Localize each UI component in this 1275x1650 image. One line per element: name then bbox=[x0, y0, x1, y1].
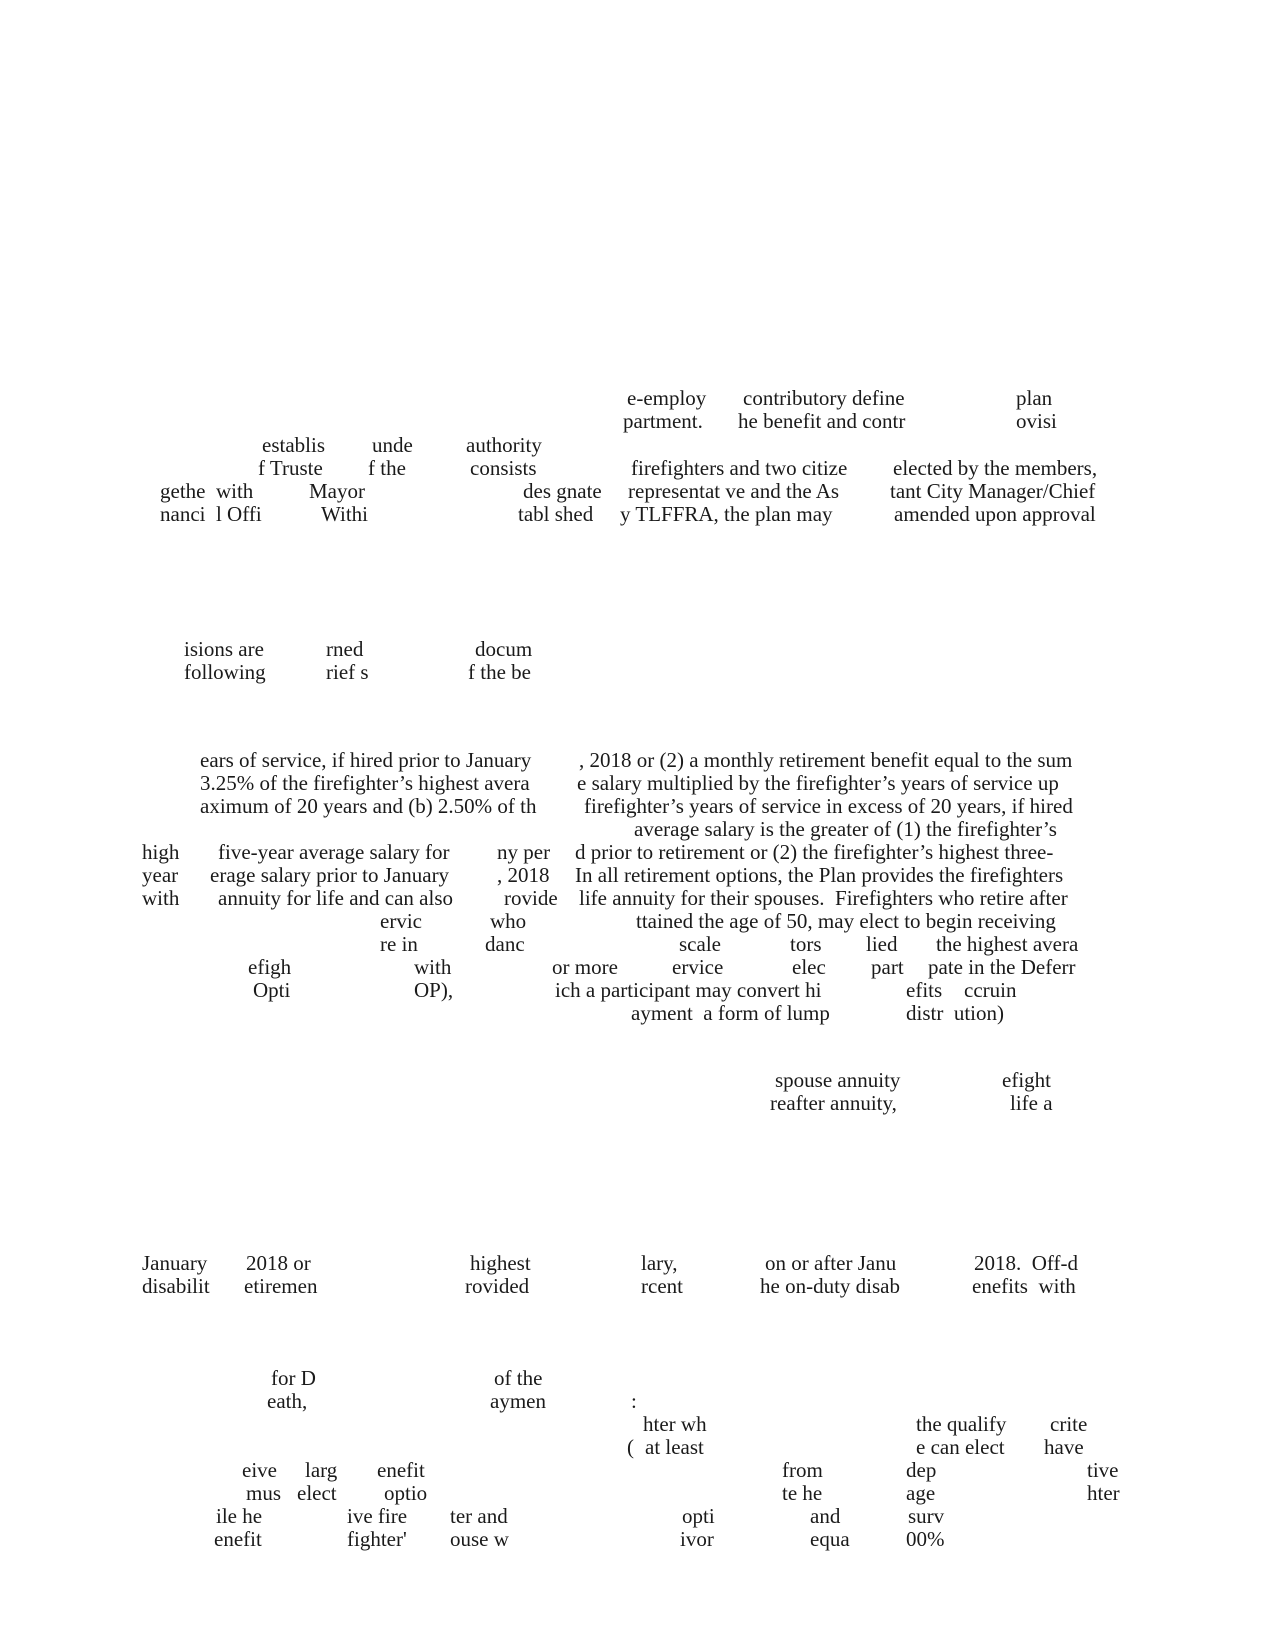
text-fragment: elected by the members, bbox=[893, 456, 1098, 480]
text-fragment: tors bbox=[790, 932, 822, 956]
text-fragment: January bbox=[142, 1251, 208, 1275]
text-fragment: highest bbox=[470, 1251, 531, 1275]
text-fragment: or more bbox=[552, 955, 618, 979]
text-fragment: ny per bbox=[497, 840, 551, 864]
text-fragment: high bbox=[142, 840, 180, 864]
text-fragment: annuity for life and can also bbox=[218, 886, 453, 910]
text-fragment: the highest avera bbox=[936, 932, 1079, 956]
text-fragment: partment. bbox=[623, 409, 703, 433]
text-fragment: optio bbox=[384, 1481, 428, 1505]
text-fragment: of the bbox=[494, 1366, 543, 1390]
text-fragment: f Truste bbox=[258, 456, 323, 480]
text-fragment: average salary is the greater of (1) the firefighter’s bbox=[634, 817, 1057, 841]
text-fragment: and bbox=[810, 1504, 841, 1528]
text-fragment: larg bbox=[305, 1458, 338, 1482]
text-fragment: y TLFFRA, the plan may bbox=[620, 502, 833, 526]
text-fragment: efight bbox=[1002, 1068, 1051, 1092]
text-fragment: he benefit and contr bbox=[738, 409, 906, 433]
text-fragment: ttained the age of 50, may elect to begin receiving bbox=[636, 909, 1056, 933]
text-fragment: 2018 or bbox=[246, 1251, 311, 1275]
text-fragment: ayment a form of lump bbox=[631, 1001, 830, 1025]
text-fragment: 00% bbox=[906, 1527, 945, 1551]
text-fragment: mus bbox=[246, 1481, 282, 1505]
text-fragment: : bbox=[631, 1389, 637, 1413]
text-fragment: following bbox=[184, 660, 266, 684]
text-fragment: fighter' bbox=[347, 1527, 407, 1551]
text-fragment: from bbox=[782, 1458, 823, 1482]
text-fragment: aymen bbox=[490, 1389, 546, 1413]
text-fragment: e-employ bbox=[627, 386, 707, 410]
text-fragment: OP), bbox=[414, 978, 454, 1002]
text-fragment: consists bbox=[470, 456, 537, 480]
text-fragment: ive fire bbox=[347, 1504, 408, 1528]
text-fragment: for D bbox=[271, 1366, 316, 1390]
text-fragment: 2018. Off-d bbox=[974, 1251, 1079, 1275]
text-fragment: opti bbox=[682, 1504, 715, 1528]
text-fragment: ivor bbox=[680, 1527, 714, 1551]
text-fragment: ter and bbox=[450, 1504, 508, 1528]
text-fragment: gethe with bbox=[160, 479, 254, 503]
text-fragment: elect bbox=[297, 1481, 337, 1505]
text-fragment: e salary multiplied by the firefighter’s years of service up bbox=[577, 771, 1059, 795]
text-fragment: te he bbox=[782, 1481, 823, 1505]
text-fragment: tive bbox=[1087, 1458, 1119, 1482]
text-fragment: hter bbox=[1087, 1481, 1120, 1505]
text-fragment: plan bbox=[1016, 386, 1053, 410]
text-fragment: reafter annuity, bbox=[770, 1091, 897, 1115]
text-fragment: isions are bbox=[184, 637, 264, 661]
text-fragment: distr ution) bbox=[906, 1001, 1004, 1025]
text-fragment: 3.25% of the firefighter’s highest avera bbox=[200, 771, 530, 795]
text-fragment: ich a participant may convert hi bbox=[555, 978, 822, 1002]
text-fragment: life a bbox=[1010, 1091, 1053, 1115]
text-fragment: ervic bbox=[380, 909, 422, 933]
text-fragment: rovide bbox=[504, 886, 558, 910]
text-fragment: Mayor bbox=[309, 479, 365, 503]
text-fragment: hter wh bbox=[643, 1412, 707, 1436]
text-fragment: aximum of 20 years and (b) 2.50% of th bbox=[200, 794, 537, 818]
text-fragment: authority bbox=[466, 433, 542, 457]
text-fragment: with bbox=[142, 886, 180, 910]
text-fragment: contributory define bbox=[743, 386, 905, 410]
text-fragment: , 2018 or (2) a monthly retirement benefit equal to the sum bbox=[579, 748, 1073, 772]
text-fragment: with bbox=[414, 955, 452, 979]
text-fragment: equa bbox=[810, 1527, 850, 1551]
text-fragment: dep bbox=[906, 1458, 937, 1482]
text-fragment: pate in the Deferr bbox=[928, 955, 1076, 979]
text-fragment: des gnate bbox=[523, 479, 602, 503]
text-fragment: the qualify bbox=[916, 1412, 1007, 1436]
text-fragment: ears of service, if hired prior to January bbox=[200, 748, 532, 772]
text-fragment: erage salary prior to January bbox=[210, 863, 450, 887]
text-fragment: life annuity for their spouses. Firefighters who retire after bbox=[579, 886, 1068, 910]
text-fragment: docum bbox=[475, 637, 533, 661]
text-fragment: rned bbox=[326, 637, 364, 661]
text-fragment: part bbox=[871, 955, 904, 979]
text-fragment: tant City Manager/Chief bbox=[890, 479, 1096, 503]
text-fragment: etiremen bbox=[244, 1274, 318, 1298]
text-fragment: re in bbox=[380, 932, 418, 956]
text-fragment: Withi bbox=[321, 502, 368, 526]
text-fragment: ervice bbox=[672, 955, 724, 979]
text-fragment: ile he bbox=[216, 1504, 263, 1528]
text-fragment: crite bbox=[1050, 1412, 1088, 1436]
text-fragment: who bbox=[490, 909, 527, 933]
text-fragment: five-year average salary for bbox=[218, 840, 450, 864]
text-fragment: nanci l Offi bbox=[160, 502, 262, 526]
text-fragment: danc bbox=[485, 932, 525, 956]
text-fragment: unde bbox=[372, 433, 413, 457]
text-fragment: representat ve and the As bbox=[628, 479, 840, 503]
text-fragment: amended upon approval bbox=[894, 502, 1096, 526]
text-fragment: eive bbox=[242, 1458, 277, 1482]
text-fragment: enefit bbox=[214, 1527, 262, 1551]
text-fragment: ccruin bbox=[964, 978, 1017, 1002]
text-fragment: ouse w bbox=[450, 1527, 509, 1551]
text-fragment: rcent bbox=[641, 1274, 683, 1298]
text-fragment: he on-duty disab bbox=[760, 1274, 900, 1298]
text-fragment: on or after Janu bbox=[765, 1251, 897, 1275]
text-fragment: spouse annuity bbox=[775, 1068, 901, 1092]
text-fragment: In all retirement options, the Plan provides the firefighters bbox=[575, 863, 1064, 887]
text-fragment: enefit bbox=[377, 1458, 425, 1482]
text-fragment: year bbox=[142, 863, 179, 887]
text-fragment: , 2018 bbox=[497, 863, 550, 887]
text-fragment: d prior to retirement or (2) the firefighter’s highest three- bbox=[575, 840, 1054, 864]
text-fragment: elec bbox=[792, 955, 826, 979]
text-fragment: establis bbox=[262, 433, 325, 457]
text-fragment: f the bbox=[368, 456, 406, 480]
text-fragment: eath, bbox=[267, 1389, 308, 1413]
text-fragment: enefits with bbox=[972, 1274, 1076, 1298]
text-fragment: f the be bbox=[468, 660, 531, 684]
text-fragment: surv bbox=[908, 1504, 945, 1528]
text-fragment: at least bbox=[645, 1435, 704, 1459]
text-fragment: rief s bbox=[326, 660, 369, 684]
text-fragment: lary, bbox=[641, 1251, 678, 1275]
text-fragment: ovisi bbox=[1016, 409, 1057, 433]
text-fragment: e can elect bbox=[916, 1435, 1005, 1459]
text-fragment: have bbox=[1044, 1435, 1084, 1459]
text-fragment: lied bbox=[866, 932, 898, 956]
text-fragment: tabl shed bbox=[518, 502, 594, 526]
text-fragment: efigh bbox=[248, 955, 292, 979]
text-fragment: rovided bbox=[465, 1274, 530, 1298]
text-fragment: age bbox=[906, 1481, 936, 1505]
text-fragment: disabilit bbox=[142, 1274, 210, 1298]
text-fragment: firefighter’s years of service in excess of 20 years, if hired bbox=[584, 794, 1073, 818]
text-fragment: scale bbox=[679, 932, 721, 956]
text-fragment: ( bbox=[627, 1435, 634, 1459]
text-fragment: efits bbox=[906, 978, 943, 1002]
text-fragment: firefighters and two citize bbox=[631, 456, 848, 480]
text-fragment: Opti bbox=[253, 978, 291, 1002]
